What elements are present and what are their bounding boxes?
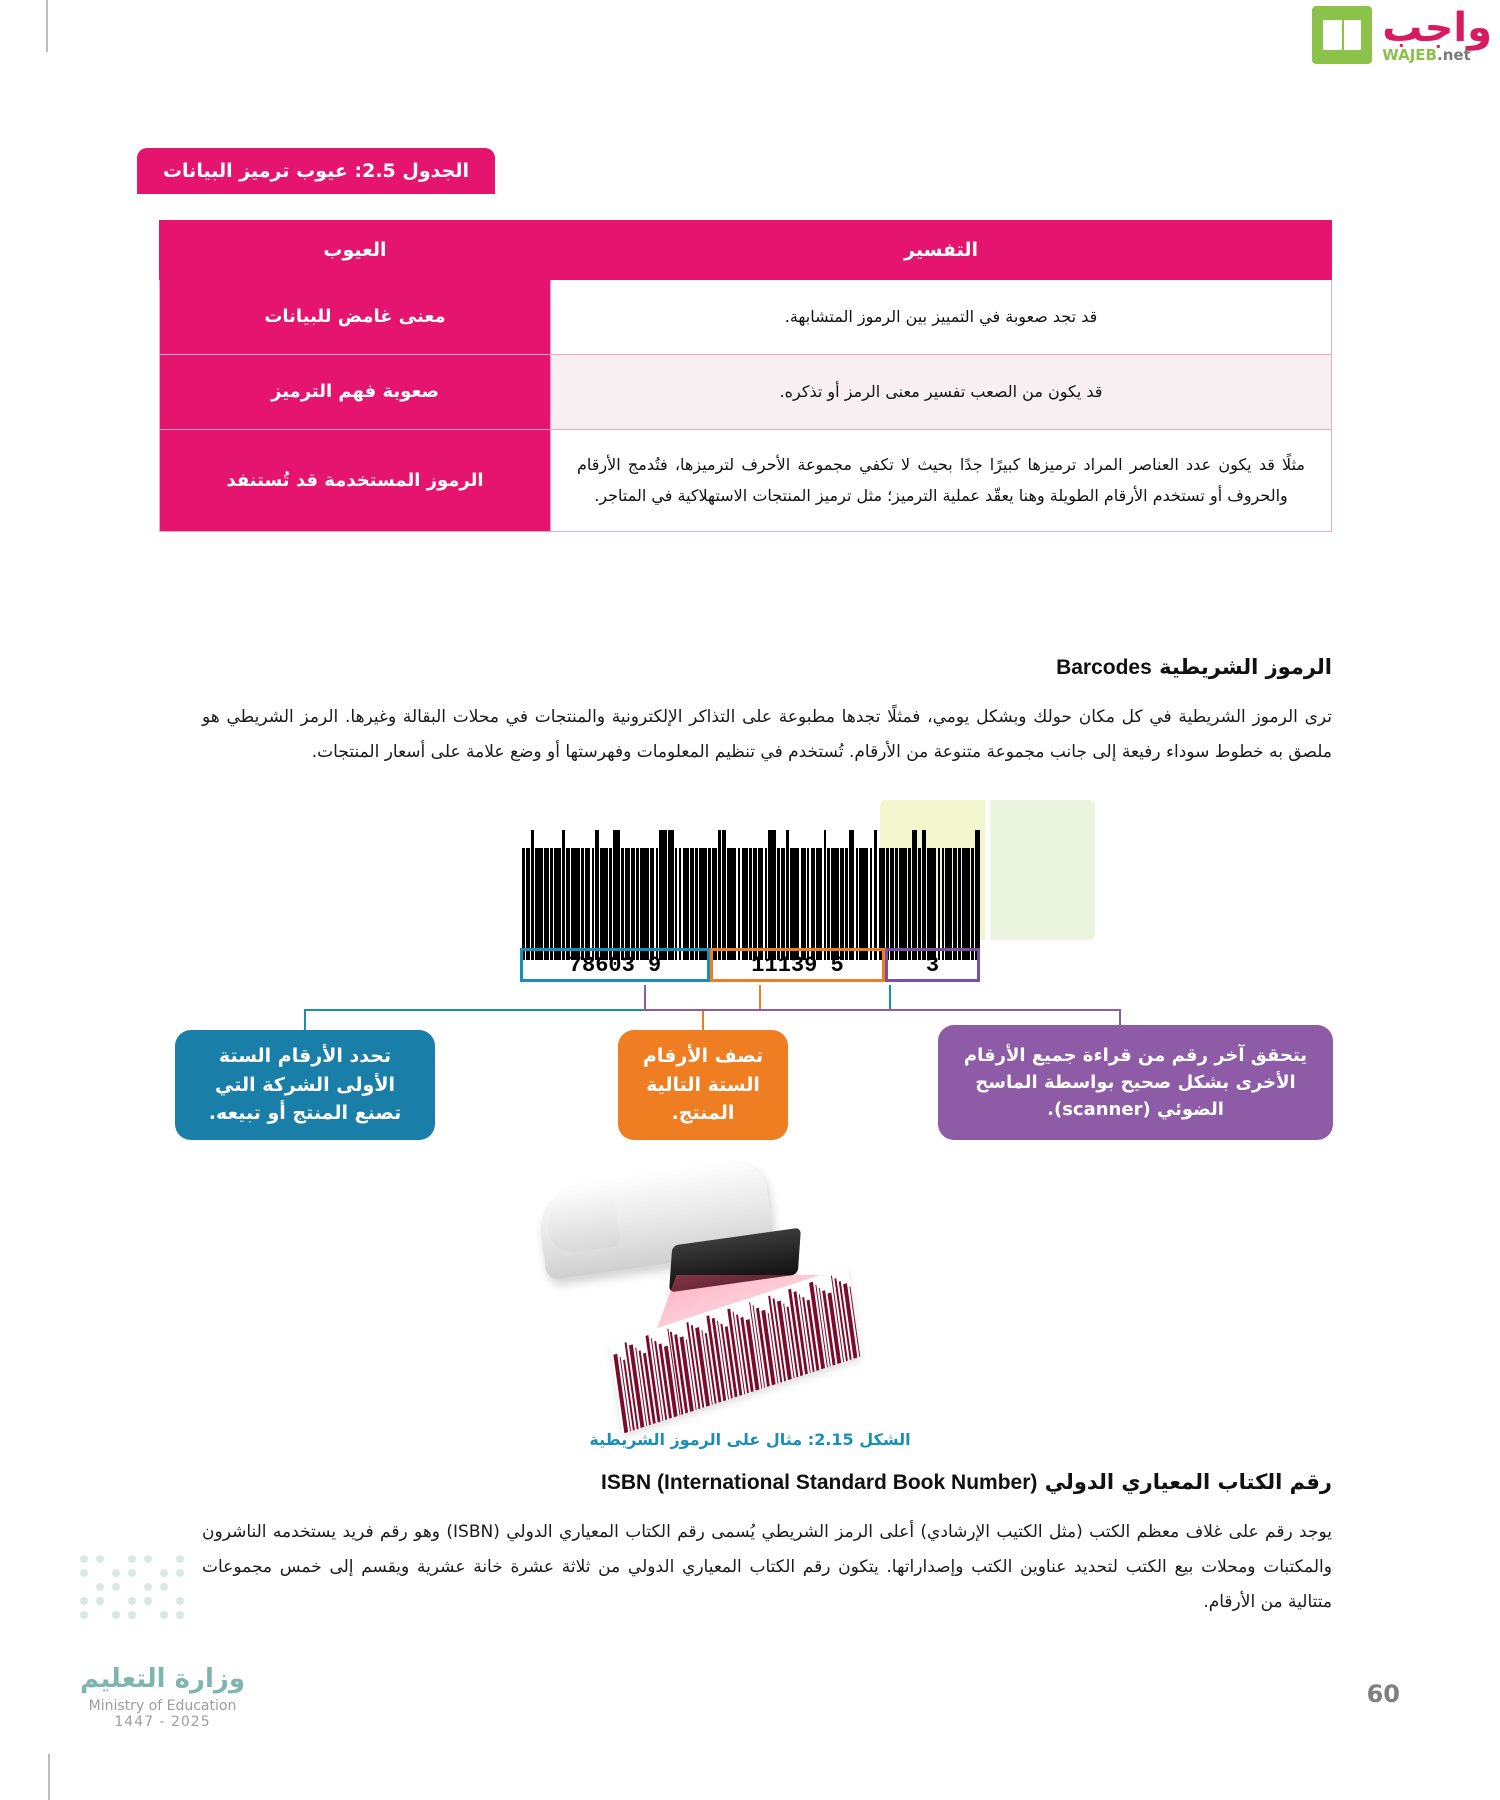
table-title: الجدول 2.5: عيوب ترميز البيانات	[137, 148, 495, 194]
wajeb-logo	[1312, 6, 1492, 64]
barcode-digit-group-company: 9 78603	[520, 948, 710, 982]
wajeb-logo-arabic: واجب	[1382, 4, 1492, 51]
callout-product: تصف الأرقام الستة التالية المنتج.	[618, 1030, 788, 1140]
page-number: 60	[1366, 1680, 1400, 1708]
barcode-digit-group-product: 5 11139	[710, 948, 885, 982]
ministry-name-arabic: وزارة التعليم	[80, 1664, 245, 1694]
table-cell-explanation: قد يكون من الصعب تفسير معنى الرمز أو تذكره.	[551, 355, 1332, 430]
barcode-digit-group-check: 3	[885, 948, 980, 982]
section-heading-barcodes-arabic: الرموز الشريطية	[1159, 655, 1332, 679]
ministry-name-english: Ministry of Education	[88, 1698, 237, 1714]
table-cell-explanation: قد تجد صعوبة في التمييز بين الرموز المتشابهة.	[551, 280, 1332, 355]
section-heading-barcodes-english: Barcodes	[1056, 656, 1152, 679]
table-row	[160, 280, 1332, 355]
section-heading-isbn-english: ISBN (International Standard Book Number)	[601, 1471, 1038, 1494]
paragraph-isbn: يوجد رقم على غلاف معظم الكتب (مثل الكتيب الإرشادي) أعلى الرمز الشريطي يُسمى رقم الكتاب المعياري الدولي (ISBN) وهو رقم فريد يستخدمه الناشرون والمكتبات ومحلات بيع الكتب لتحديد عناوين الكتب وإصداراتها. يتكون رقم الكتاب المعياري الدولي من ثلاثة عشرة خانة عشرية ويقسم إلى خمس مجموعات متتالية من الأرقام.	[202, 1522, 1333, 1612]
table-cell-disadvantage: صعوبة فهم الترميز	[160, 355, 551, 430]
table-header-explanation: التفسير	[551, 221, 1332, 280]
barcode-scanner-illustration	[520, 1165, 870, 1415]
table-row	[160, 430, 1332, 532]
ministry-logo	[80, 1664, 245, 1730]
section-heading-barcodes	[202, 655, 1332, 680]
wajeb-logo-latin-main: WAJEB	[1382, 45, 1437, 64]
corner-rule-top	[46, 0, 48, 52]
disadvantages-table	[159, 220, 1332, 532]
wajeb-logo-text	[1382, 4, 1492, 64]
callout-check-digit: يتحقق آخر رقم من قراءة جميع الأرقام الأخرى بشكل صحيح بواسطة الماسح الضوئي (scanner).	[938, 1025, 1333, 1140]
barcode-bars	[520, 830, 980, 960]
ministry-year: 2025 - 1447	[114, 1714, 211, 1730]
figure-caption: الشكل 2.15: مثال على الرموز الشريطية	[589, 1430, 911, 1449]
table-cell-explanation: مثلًا قد يكون عدد العناصر المراد ترميزها كبيرًا جدًا بحيث لا تكفي مجموعة الأحرف لترميزها، فتُدمج الأرقام والحروف أو تستخدم الأرقام الطويلة وهنا يعقّد عملية الترميز؛ مثل ترميز المنتجات الاستهلاكية في المتاجر.	[551, 430, 1332, 532]
table-row	[160, 355, 1332, 430]
wajeb-logo-latin	[1382, 45, 1471, 64]
table-cell-disadvantage: معنى غامض للبيانات	[160, 280, 551, 355]
book-icon	[1312, 6, 1372, 64]
paragraph-barcodes: ترى الرموز الشريطية في كل مكان حولك وبشكل يومي، فمثلًا تجدها مطبوعة على التذاكر الإلكترونية والمنتجات في محلات البقالة وغيرها. الرمز الشريطي هو ملصق به خطوط سوداء رفيعة إلى جانب مجموعة متنوعة من الأرقام. تُستخدم في تنظيم المعلومات وفهرستها أو وضع علامة على أسعار المنتجات.	[202, 707, 1332, 762]
table-header-disadvantage: العيوب	[160, 221, 551, 280]
dots-decoration	[80, 1555, 200, 1625]
wajeb-logo-tld: .net	[1437, 45, 1471, 64]
callout-company: تحدد الأرقام الستة الأولى الشركة التي تصنع المنتج أو تبيعه.	[175, 1030, 435, 1140]
table-cell-disadvantage: الرموز المستخدمة قد تُستنفد	[160, 430, 551, 532]
table-header-row	[160, 221, 1332, 280]
corner-rule-bottom	[48, 1754, 50, 1800]
section-heading-isbn-arabic: رقم الكتاب المعياري الدولي	[1044, 1470, 1332, 1494]
section-heading-isbn	[202, 1470, 1332, 1495]
